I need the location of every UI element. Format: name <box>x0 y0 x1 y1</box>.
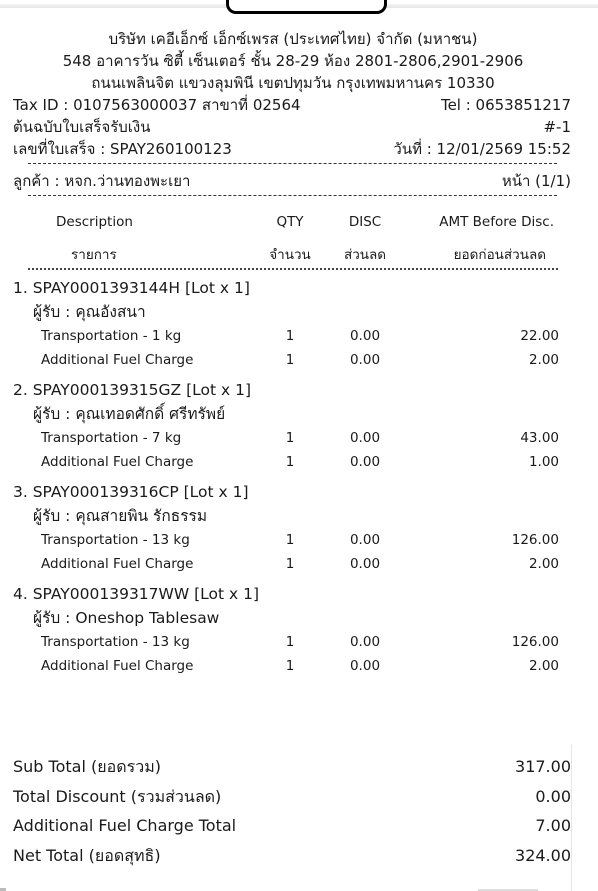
line-qty: 1 <box>285 352 295 368</box>
line-disc: 0.00 <box>349 658 381 674</box>
item-header: 2. SPAY000139315GZ [Lot x 1] <box>13 381 251 399</box>
item-list <box>13 276 573 678</box>
line-amount: 126.00 <box>511 532 559 548</box>
line-amount: 2.00 <box>528 658 559 674</box>
column-headers-th <box>13 243 573 268</box>
company-address-2: ถนนเพลินจิต แขวงลุมพินี เขตปทุมวัน กรุงเทพมหานคร 10330 <box>91 74 495 92</box>
total-value: 7.00 <box>535 816 571 835</box>
column-header: จำนวน <box>269 247 311 263</box>
line-disc: 0.00 <box>349 352 381 368</box>
page-edge <box>571 745 598 891</box>
item-header: 1. SPAY0001393144H [Lot x 1] <box>13 279 250 297</box>
table-row <box>13 450 573 474</box>
list-item <box>13 480 573 576</box>
line-description: Transportation - 1 kg <box>41 328 182 344</box>
table-row <box>13 528 573 552</box>
line-disc: 0.00 <box>349 556 381 572</box>
line-qty: 1 <box>285 634 295 650</box>
copy-number: #-1 <box>543 118 571 136</box>
company-name: บริษัท เคอีเอ็กซ์ เอ็กซ์เพรส (ประเทศไทย) จำกัด (มหาชน) <box>108 30 478 48</box>
receipt-top-edge <box>0 0 598 12</box>
doc-type: ต้นฉบับใบเสร็จรับเงิน <box>13 118 151 136</box>
line-description: Additional Fuel Charge <box>41 658 194 674</box>
column-header: ส่วนลด <box>343 247 387 263</box>
doc-type-row <box>13 116 573 138</box>
printer-slot-tab <box>226 0 387 14</box>
line-description: Transportation - 13 kg <box>41 634 190 650</box>
total-value: 317.00 <box>515 757 571 776</box>
line-amount: 43.00 <box>520 430 559 446</box>
line-disc: 0.00 <box>349 532 381 548</box>
receipt-no-row <box>13 138 573 160</box>
receipt-date: วันที่ : 12/01/2569 15:52 <box>393 140 571 158</box>
table-row <box>13 348 573 372</box>
column-header: QTY <box>276 214 304 230</box>
line-description: Additional Fuel Charge <box>41 454 194 470</box>
line-qty: 1 <box>285 556 295 572</box>
column-header: Description <box>56 214 133 230</box>
line-qty: 1 <box>285 532 295 548</box>
item-receiver: ผู้รับ : คุณอังสนา <box>33 303 146 321</box>
net-total-row <box>13 841 571 871</box>
dotted-divider <box>28 268 558 270</box>
divider <box>28 163 557 164</box>
line-description: Additional Fuel Charge <box>41 556 194 572</box>
subtotal-row <box>13 752 571 782</box>
item-receiver: ผู้รับ : Oneshop Tablesaw <box>33 609 220 627</box>
tax-row <box>13 94 573 116</box>
total-value: 0.00 <box>535 786 571 806</box>
total-label: Sub Total (ยอดรวม) <box>13 757 161 776</box>
line-description: Additional Fuel Charge <box>41 352 194 368</box>
item-header: 3. SPAY000139316CP [Lot x 1] <box>13 483 249 501</box>
fuel-total-row <box>13 811 571 841</box>
list-item <box>13 276 573 372</box>
line-qty: 1 <box>285 454 295 470</box>
line-amount: 2.00 <box>528 352 559 368</box>
discount-row <box>13 782 571 812</box>
item-header: 4. SPAY000139317WW [Lot x 1] <box>13 585 260 603</box>
line-description: Transportation - 13 kg <box>41 532 190 548</box>
tax-id: Tax ID : 0107563000037 สาขาที่ 02564 <box>13 96 301 114</box>
divider <box>28 195 557 196</box>
line-disc: 0.00 <box>349 430 381 446</box>
total-value: 324.00 <box>515 845 571 865</box>
total-label: Additional Fuel Charge Total <box>13 816 237 835</box>
line-disc: 0.00 <box>349 328 381 344</box>
line-amount: 1.00 <box>528 454 559 470</box>
page-number: หน้า (1/1) <box>501 172 571 190</box>
line-qty: 1 <box>285 658 295 674</box>
column-header: ยอดก่อนส่วนลด <box>453 247 546 263</box>
list-item <box>13 582 573 678</box>
line-qty: 1 <box>285 430 295 446</box>
column-headers-en <box>13 210 573 235</box>
telephone: Tel : 0653851217 <box>440 96 571 114</box>
table-row <box>13 654 573 678</box>
total-label: Total Discount (รวมส่วนลด) <box>13 786 222 806</box>
receipt <box>13 28 573 678</box>
line-amount: 126.00 <box>511 634 559 650</box>
table-row <box>13 552 573 576</box>
customer-row <box>13 170 573 192</box>
table-row <box>13 324 573 348</box>
column-header: DISC <box>348 214 382 230</box>
item-receiver: ผู้รับ : คุณเทอดศักดิ์ ศรีทรัพย์ <box>33 405 226 423</box>
table-row <box>13 426 573 450</box>
total-label: Net Total (ยอดสุทธิ) <box>13 845 161 865</box>
line-amount: 2.00 <box>528 556 559 572</box>
item-receiver: ผู้รับ : คุณสายพิน รักธรรม <box>33 507 208 525</box>
receipt-number: เลขที่ใบเสร็จ : SPAY260100123 <box>13 140 232 158</box>
list-item <box>13 378 573 474</box>
line-qty: 1 <box>285 328 295 344</box>
company-address-1: 548 อาคารวัน ซิตี้ เซ็นเตอร์ ชั้น 28-29 ห้อง 2801-2806,2901-2906 <box>62 52 524 70</box>
customer: ลูกค้า : หจก.ว่านทองพะเยา <box>13 172 191 190</box>
column-header: AMT Before Disc. <box>439 214 554 230</box>
line-description: Transportation - 7 kg <box>41 430 182 446</box>
line-amount: 22.00 <box>520 328 559 344</box>
line-disc: 0.00 <box>349 634 381 650</box>
line-disc: 0.00 <box>349 454 381 470</box>
table-row <box>13 630 573 654</box>
column-header: รายการ <box>71 247 117 263</box>
totals-block <box>13 752 571 870</box>
